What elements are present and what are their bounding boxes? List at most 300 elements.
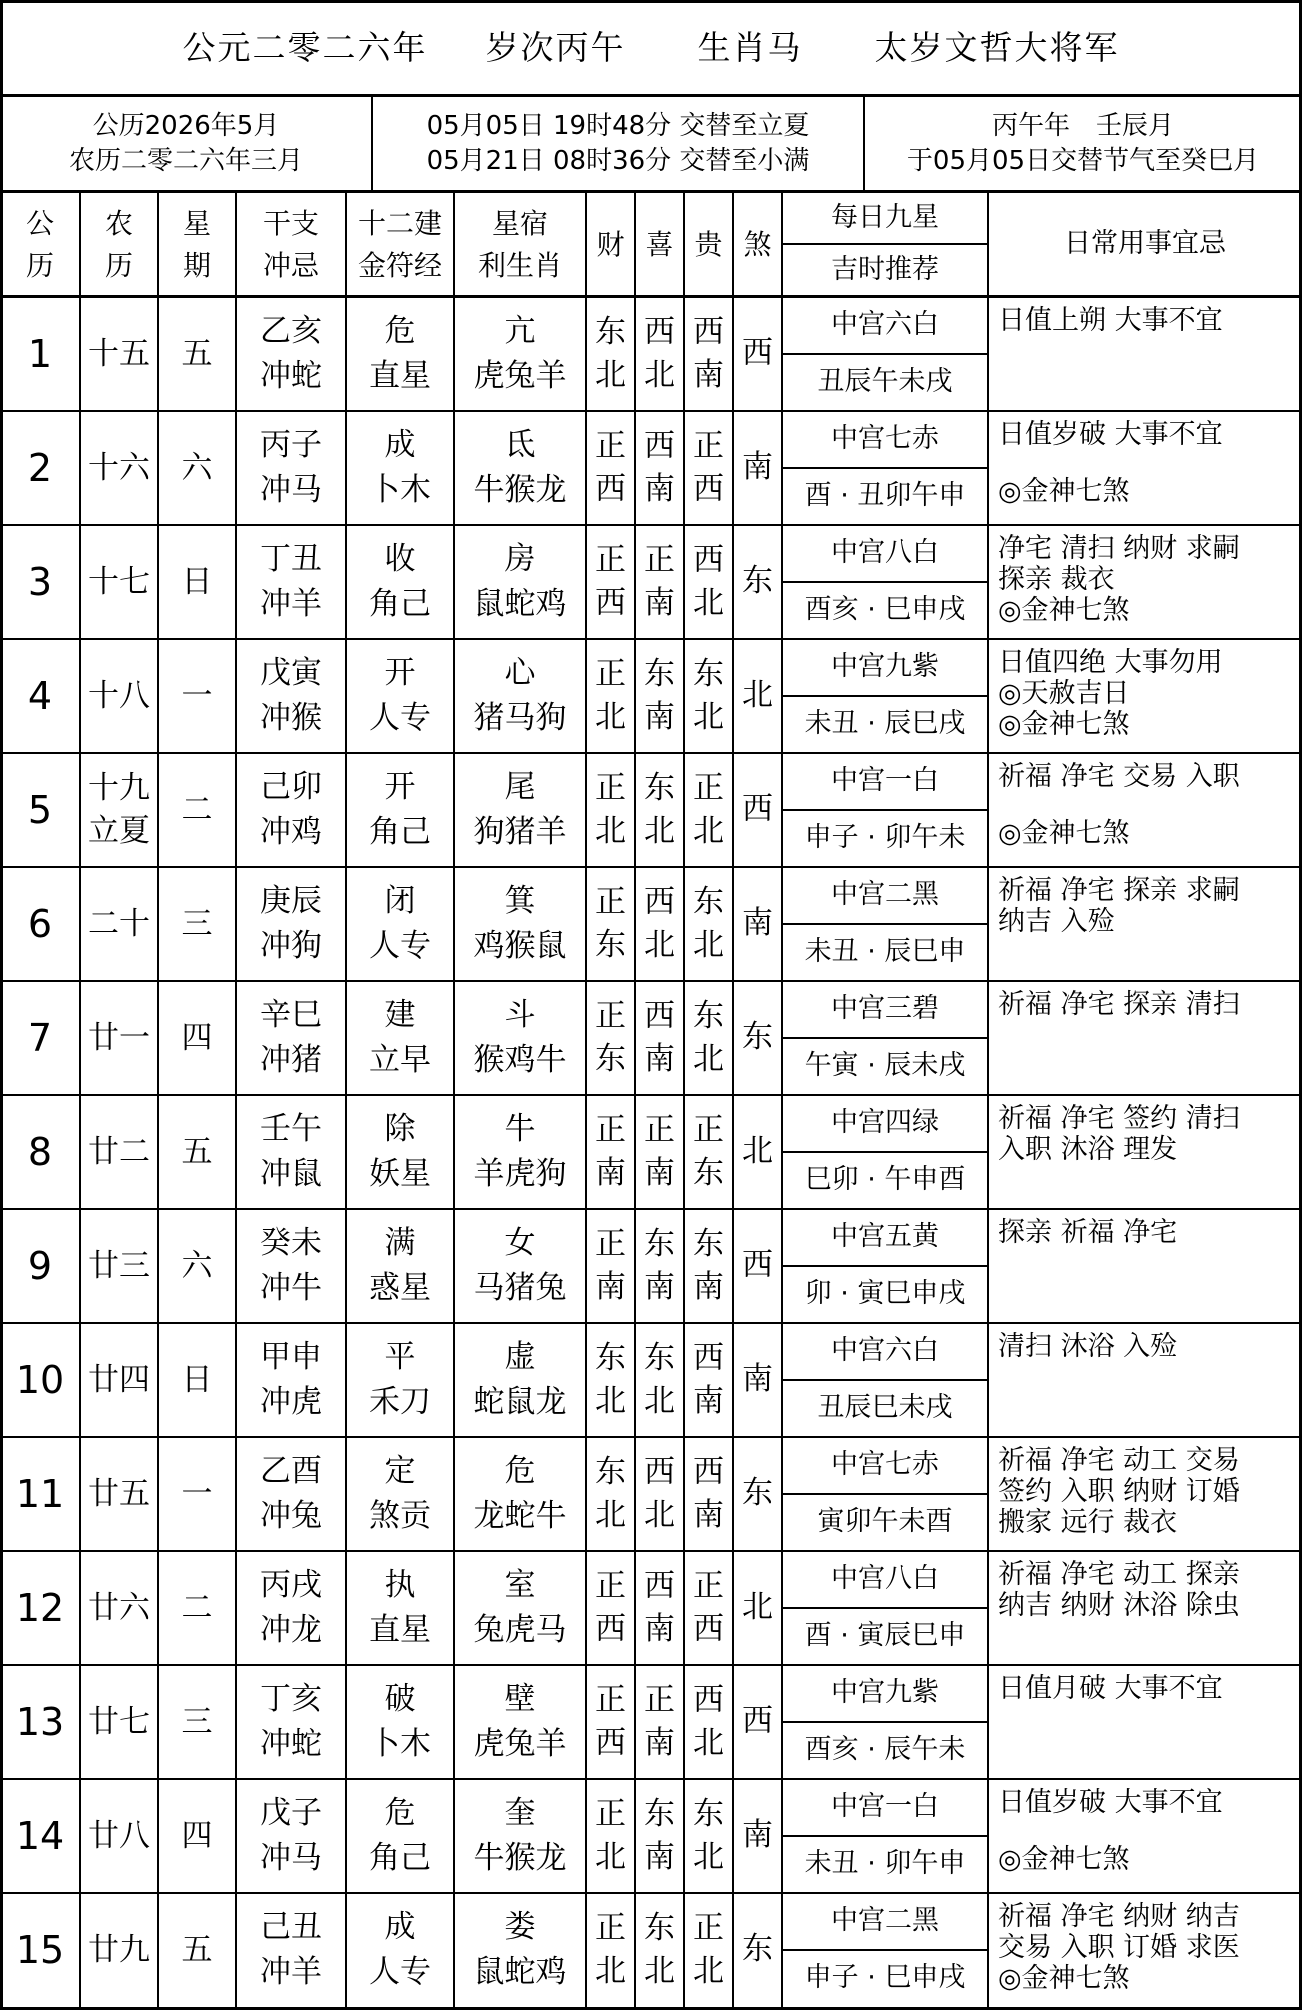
weekday: 五 [181,335,213,372]
direction-xi-1: 西 [644,883,675,920]
direction-gui [684,411,733,525]
ganzhi-clash [236,1551,346,1665]
lucky-hours: 丑辰巳未戌 [817,1392,953,1424]
daily-yi-ji [988,1551,1302,1665]
lunar-mansion [454,1209,586,1323]
direction-gui [684,1665,733,1779]
mansion: 亢 [504,313,536,350]
direction-gui-1: 东 [693,883,724,920]
daily-yi-ji [988,1437,1302,1551]
grid-vline [79,192,81,2010]
header-nongli-2: 历 [104,248,133,282]
direction-sha: 南 [742,1817,773,1854]
jinfu: 直星 [369,358,431,394]
lunar-mansion [454,1779,586,1893]
weekday: 五 [181,1133,213,1170]
direction-gui-2: 东 [693,1155,724,1191]
grid-vline [0,0,3,2010]
twelve-officer [346,525,454,639]
daily-yi-ji [988,1665,1302,1779]
direction-gui [684,1779,733,1893]
nine-star: 中宫七赤 [831,423,939,455]
weekday: 三 [181,905,213,942]
lunar-date [80,1665,158,1779]
weekday: 日 [181,1361,213,1398]
day-number: 9 [27,1243,53,1288]
grid-hline [0,524,1302,526]
ganzhi-clash [236,753,346,867]
grid-hline [0,866,1302,868]
direction-gui-1: 正 [693,1567,724,1604]
grid-hline [782,1607,988,1609]
direction-cai [586,1551,635,1665]
lunar-mansion [454,981,586,1095]
direction-gui-1: 西 [693,1339,724,1376]
header-cai: 财 [596,227,625,261]
grid-hline [0,1094,1302,1096]
ganzhi-clash [236,981,346,1095]
officer: 平 [384,1339,416,1376]
grid-hline [0,1208,1302,1210]
direction-gui-1: 东 [693,997,724,1034]
direction-gui-2: 北 [693,813,724,849]
officer: 除 [384,1111,416,1148]
direction-cai-1: 正 [595,997,626,1034]
weekday: 五 [181,1931,213,1968]
direction-cai-2: 南 [595,1269,626,1305]
yi-ji-line: 日值上朔 大事不宜 [998,305,1223,336]
direction-gui [684,1551,733,1665]
daily-yi-ji [988,297,1302,411]
info-ganzhi-switch: 于05月05日交替节气至癸巳月 [906,146,1260,176]
direction-cai-2: 东 [595,1041,626,1077]
ganzhi: 辛巳 [260,997,322,1034]
lucky-zodiac: 虎兔羊 [473,1726,567,1762]
direction-cai [586,981,635,1095]
lunar-date-line: 十五 [88,335,150,372]
yi-ji-line: 净宅 清扫 纳财 求嗣 [998,533,1240,564]
direction-cai-2: 西 [595,471,626,507]
grid-hline [0,410,1302,412]
ganzhi: 庚辰 [260,883,322,920]
grid-hline [0,94,1302,97]
mansion: 娄 [504,1909,536,1946]
weekday: 二 [181,791,213,828]
direction-xi-1: 西 [644,1453,675,1490]
twelve-officer [346,1209,454,1323]
clash: 冲兔 [260,1498,322,1534]
grid-hline [782,1265,988,1267]
day-number: 4 [27,673,53,718]
ganzhi: 癸未 [260,1225,322,1262]
lunar-date [80,297,158,411]
direction-cai-1: 正 [595,1567,626,1604]
ganzhi-clash [236,1209,346,1323]
info-term-1: 05月05日 19时48分 交替至立夏 [426,110,810,141]
day-number: 5 [27,787,53,832]
header-xingqi-1: 星 [182,206,211,240]
jinfu: 角己 [369,1840,431,1876]
grid-vline [585,192,587,2010]
lunar-date [80,1095,158,1209]
day-number: 3 [27,559,53,604]
info-calendar-gregorian: 公历2026年5月 [92,110,280,141]
lunar-mansion [454,411,586,525]
grid-hline [0,295,1302,298]
direction-sha: 北 [742,1589,773,1626]
header-xiu-1: 星宿 [491,206,548,240]
twelve-officer [346,981,454,1095]
nine-star: 中宫一白 [831,1791,939,1823]
lucky-hours: 酉 · 丑卯午申 [804,480,966,512]
lucky-hours: 酉 · 寅辰巳申 [804,1620,966,1652]
header-xiu [454,192,586,297]
day-number: 6 [27,901,53,946]
daily-yi-ji [988,753,1302,867]
direction-gui-2: 北 [693,1839,724,1875]
direction-gui-1: 西 [693,541,724,578]
direction-xi-2: 南 [644,1041,675,1077]
header-jian-1: 十二建 [357,206,442,240]
direction-cai-2: 北 [595,1953,626,1989]
direction-cai-1: 正 [595,427,626,464]
lunar-date-line: 廿一 [88,1019,150,1056]
direction-cai [586,867,635,981]
grid-vline [345,192,347,2010]
lunar-date-line: 二十 [88,905,150,942]
clash: 冲龙 [260,1612,322,1648]
direction-gui-2: 南 [693,1269,724,1305]
direction-cai-1: 正 [595,1225,626,1262]
yi-ji-line: ◎金神七煞 [998,1963,1130,1995]
direction-sha: 东 [742,1019,773,1056]
daily-yi-ji [988,1095,1302,1209]
direction-cai-2: 西 [595,1611,626,1647]
jinfu: 人专 [369,1954,431,1990]
direction-gui-2: 南 [693,357,724,393]
grid-hline [0,1436,1302,1438]
grid-hline [782,695,988,697]
direction-cai-1: 正 [595,1681,626,1718]
grid-hline [0,638,1302,640]
direction-xi-1: 正 [644,541,675,578]
yi-ji-line: 纳吉 入殓 [998,906,1115,938]
direction-xi-2: 南 [644,699,675,735]
direction-sha: 西 [742,791,773,828]
daily-yi-ji [988,411,1302,525]
weekday: 四 [181,1019,213,1056]
twelve-officer [346,867,454,981]
officer: 闭 [384,883,416,920]
grid-hline [0,1778,1302,1780]
clash: 冲狗 [260,928,322,964]
ganzhi: 壬午 [260,1111,322,1148]
grid-hline [0,1892,1302,1894]
lunar-date-line: 十六 [88,449,150,486]
ganzhi: 戊子 [260,1795,322,1832]
lunar-date [80,639,158,753]
ganzhi: 己丑 [260,1909,322,1946]
header-gongli [0,192,80,297]
info-calendar-lunar: 农历二零二六年三月 [68,146,303,176]
direction-gui-2: 西 [693,1611,724,1647]
direction-gui-2: 南 [693,1383,724,1419]
direction-gui [684,1323,733,1437]
twelve-officer [346,1095,454,1209]
nine-star: 中宫一白 [831,765,939,797]
yi-ji-line: ◎金神七煞 [998,595,1130,627]
clash: 冲蛇 [260,1726,322,1762]
jinfu: 妖星 [369,1156,431,1192]
lucky-hours: 酉亥 · 巳申戌 [804,594,966,626]
yi-ji-line: 清扫 沐浴 入殓 [998,1331,1178,1362]
direction-gui [684,639,733,753]
direction-cai [586,1095,635,1209]
direction-cai-2: 东 [595,927,626,963]
header-jian-2: 金符经 [357,248,442,282]
day-number: 7 [27,1015,53,1060]
lucky-zodiac: 牛猴龙 [473,472,567,508]
officer: 成 [384,1909,416,1946]
direction-gui-1: 西 [693,313,724,350]
yi-ji-line: ◎金神七煞 [998,1844,1130,1876]
direction-sha: 东 [742,1931,773,1968]
direction-gui-2: 北 [693,585,724,621]
yi-ji-line: 祈福 净宅 动工 探亲 [998,1559,1240,1590]
yi-ji-line: 搬家 远行 裁衣 [998,1507,1178,1539]
header-xingqi-2: 期 [182,248,211,282]
day-number: 8 [27,1129,53,1174]
direction-cai-2: 北 [595,1497,626,1533]
grid-hline [782,581,988,583]
daily-yi-ji [988,1779,1302,1893]
direction-gui [684,1893,733,2007]
direction-xi-1: 东 [644,1909,675,1946]
header-gongli-2: 历 [25,248,54,282]
lucky-zodiac: 猪马狗 [473,700,567,736]
lucky-zodiac: 蛇鼠龙 [473,1384,567,1420]
twelve-officer [346,753,454,867]
direction-cai-1: 正 [595,541,626,578]
direction-gui [684,867,733,981]
direction-xi-1: 西 [644,427,675,464]
direction-cai-2: 北 [595,357,626,393]
info-ganzhi-year-month: 丙午年 壬辰月 [991,110,1174,141]
lucky-hours: 未丑 · 卯午申 [804,1848,966,1880]
yi-ji-line: 日值月破 大事不宜 [998,1673,1223,1704]
ganzhi-clash [236,1893,346,2007]
weekday: 一 [181,677,213,714]
ganzhi: 乙亥 [260,313,322,350]
lucky-hours: 寅卯午未酉 [817,1506,953,1538]
yi-ji-line: 日值岁破 大事不宜 [998,1787,1223,1818]
lunar-date [80,1437,158,1551]
direction-xi-2: 南 [644,471,675,507]
lunar-mansion [454,525,586,639]
daily-yi-ji [988,639,1302,753]
direction-xi-2: 北 [644,1953,675,1989]
direction-cai-1: 正 [595,655,626,692]
direction-gui-2: 西 [693,471,724,507]
direction-cai-2: 北 [595,1383,626,1419]
lunar-date [80,867,158,981]
ganzhi-clash [236,1665,346,1779]
ganzhi: 甲申 [260,1339,322,1376]
ganzhi: 戊寅 [260,655,322,692]
direction-cai [586,753,635,867]
lunar-mansion [454,297,586,411]
direction-xi [635,1095,684,1209]
lunar-mansion [454,867,586,981]
jinfu: 惑星 [369,1270,431,1306]
twelve-officer [346,1323,454,1437]
lunar-date [80,1209,158,1323]
ganzhi: 丁丑 [260,541,322,578]
twelve-officer [346,1551,454,1665]
ganzhi-clash [236,639,346,753]
lunar-mansion [454,1551,586,1665]
clash: 冲牛 [260,1270,322,1306]
grid-vline [732,192,734,2010]
jinfu: 角己 [369,586,431,622]
lunar-date-line: 廿五 [88,1475,150,1512]
ganzhi: 己卯 [260,769,322,806]
mansion: 虚 [504,1339,536,1376]
nine-star: 中宫八白 [831,537,939,569]
yi-ji-line: 探亲 裁衣 [998,564,1115,596]
weekday: 六 [181,1247,213,1284]
direction-xi-1: 西 [644,997,675,1034]
header-jian [346,192,454,297]
direction-gui-1: 正 [693,427,724,464]
lunar-date [80,1893,158,2007]
ganzhi-clash [236,867,346,981]
lunar-date-line: 立夏 [88,813,150,849]
yi-ji-line: ◎天赦吉日 [998,678,1130,710]
mansion: 尾 [504,769,536,806]
jinfu: 角己 [369,814,431,850]
direction-cai-1: 东 [595,313,626,350]
yi-ji-line: 探亲 祈福 净宅 [998,1217,1178,1248]
direction-cai [586,297,635,411]
lunar-date [80,753,158,867]
direction-gui-1: 东 [693,1225,724,1262]
mansion: 室 [504,1567,536,1604]
ganzhi-clash [236,525,346,639]
direction-xi-1: 东 [644,769,675,806]
nine-star: 中宫九紫 [831,1677,939,1709]
grid-hline [0,980,1302,982]
direction-cai [586,411,635,525]
title-suici: 岁次丙午 [485,27,626,67]
direction-gui [684,981,733,1095]
yi-ji-line: 交易 入职 订婚 求医 [998,1932,1240,1964]
jinfu: 立早 [369,1042,431,1078]
officer: 破 [384,1681,416,1718]
grid-hline [0,1664,1302,1666]
grid-hline [0,752,1302,754]
ganzhi-clash [236,1779,346,1893]
direction-xi [635,1209,684,1323]
direction-sha: 西 [742,1247,773,1284]
yi-ji-line: ◎金神七煞 [998,709,1130,741]
direction-xi-2: 北 [644,1383,675,1419]
direction-gui-2: 北 [693,1953,724,1989]
direction-gui [684,1437,733,1551]
jinfu: 人专 [369,700,431,736]
lunar-date-line: 廿九 [88,1931,150,1968]
header-gui: 贵 [694,227,723,261]
lunar-date [80,1323,158,1437]
officer: 开 [384,769,416,806]
grid-hline [782,1037,988,1039]
grid-hline [782,809,988,811]
direction-xi [635,411,684,525]
direction-xi [635,1551,684,1665]
grid-vline [157,192,159,2010]
ganzhi-clash [236,1437,346,1551]
direction-gui-1: 正 [693,769,724,806]
weekday: 二 [181,1589,213,1626]
ganzhi: 丙戌 [260,1567,322,1604]
ganzhi-clash [236,411,346,525]
day-number: 2 [27,445,53,490]
direction-sha: 东 [742,1475,773,1512]
direction-cai-2: 南 [595,1155,626,1191]
grid-vline [453,192,455,2010]
weekday: 三 [181,1703,213,1740]
direction-sha: 北 [742,677,773,714]
mansion: 箕 [504,883,536,920]
direction-xi-2: 北 [644,927,675,963]
ganzhi-clash [236,1323,346,1437]
mansion: 壁 [504,1681,536,1718]
lucky-zodiac: 羊虎狗 [473,1156,567,1192]
nine-star: 中宫四绿 [831,1107,939,1139]
lucky-zodiac: 鸡猴鼠 [473,928,567,964]
yi-ji-line: 入职 沐浴 理发 [998,1134,1178,1166]
mansion: 奎 [504,1795,536,1832]
lunar-date-line: 十九 [88,770,150,807]
direction-xi-1: 正 [644,1681,675,1718]
yi-ji-line: 祈福 净宅 签约 清扫 [998,1103,1240,1134]
direction-cai-2: 北 [595,813,626,849]
header-yiji: 日常用事宜忌 [1064,228,1226,260]
clash: 冲猪 [260,1042,322,1078]
direction-xi-1: 西 [644,1567,675,1604]
title-taisui: 太岁文哲大将军 [874,27,1120,67]
direction-cai [586,1323,635,1437]
direction-cai [586,1893,635,2007]
twelve-officer [346,1665,454,1779]
officer: 收 [384,541,416,578]
direction-cai-2: 西 [595,1725,626,1761]
day-number: 10 [15,1357,65,1402]
direction-xi-1: 东 [644,655,675,692]
nine-star: 中宫七赤 [831,1449,939,1481]
ganzhi-clash [236,1095,346,1209]
weekday: 一 [181,1475,213,1512]
direction-cai-1: 东 [595,1339,626,1376]
direction-cai-1: 正 [595,1795,626,1832]
grid-vline [371,96,373,192]
lunar-date [80,981,158,1095]
jinfu: 卜木 [369,1726,431,1762]
direction-sha: 西 [742,1703,773,1740]
direction-gui-1: 东 [693,655,724,692]
direction-sha: 南 [742,1361,773,1398]
direction-xi-2: 南 [644,1269,675,1305]
